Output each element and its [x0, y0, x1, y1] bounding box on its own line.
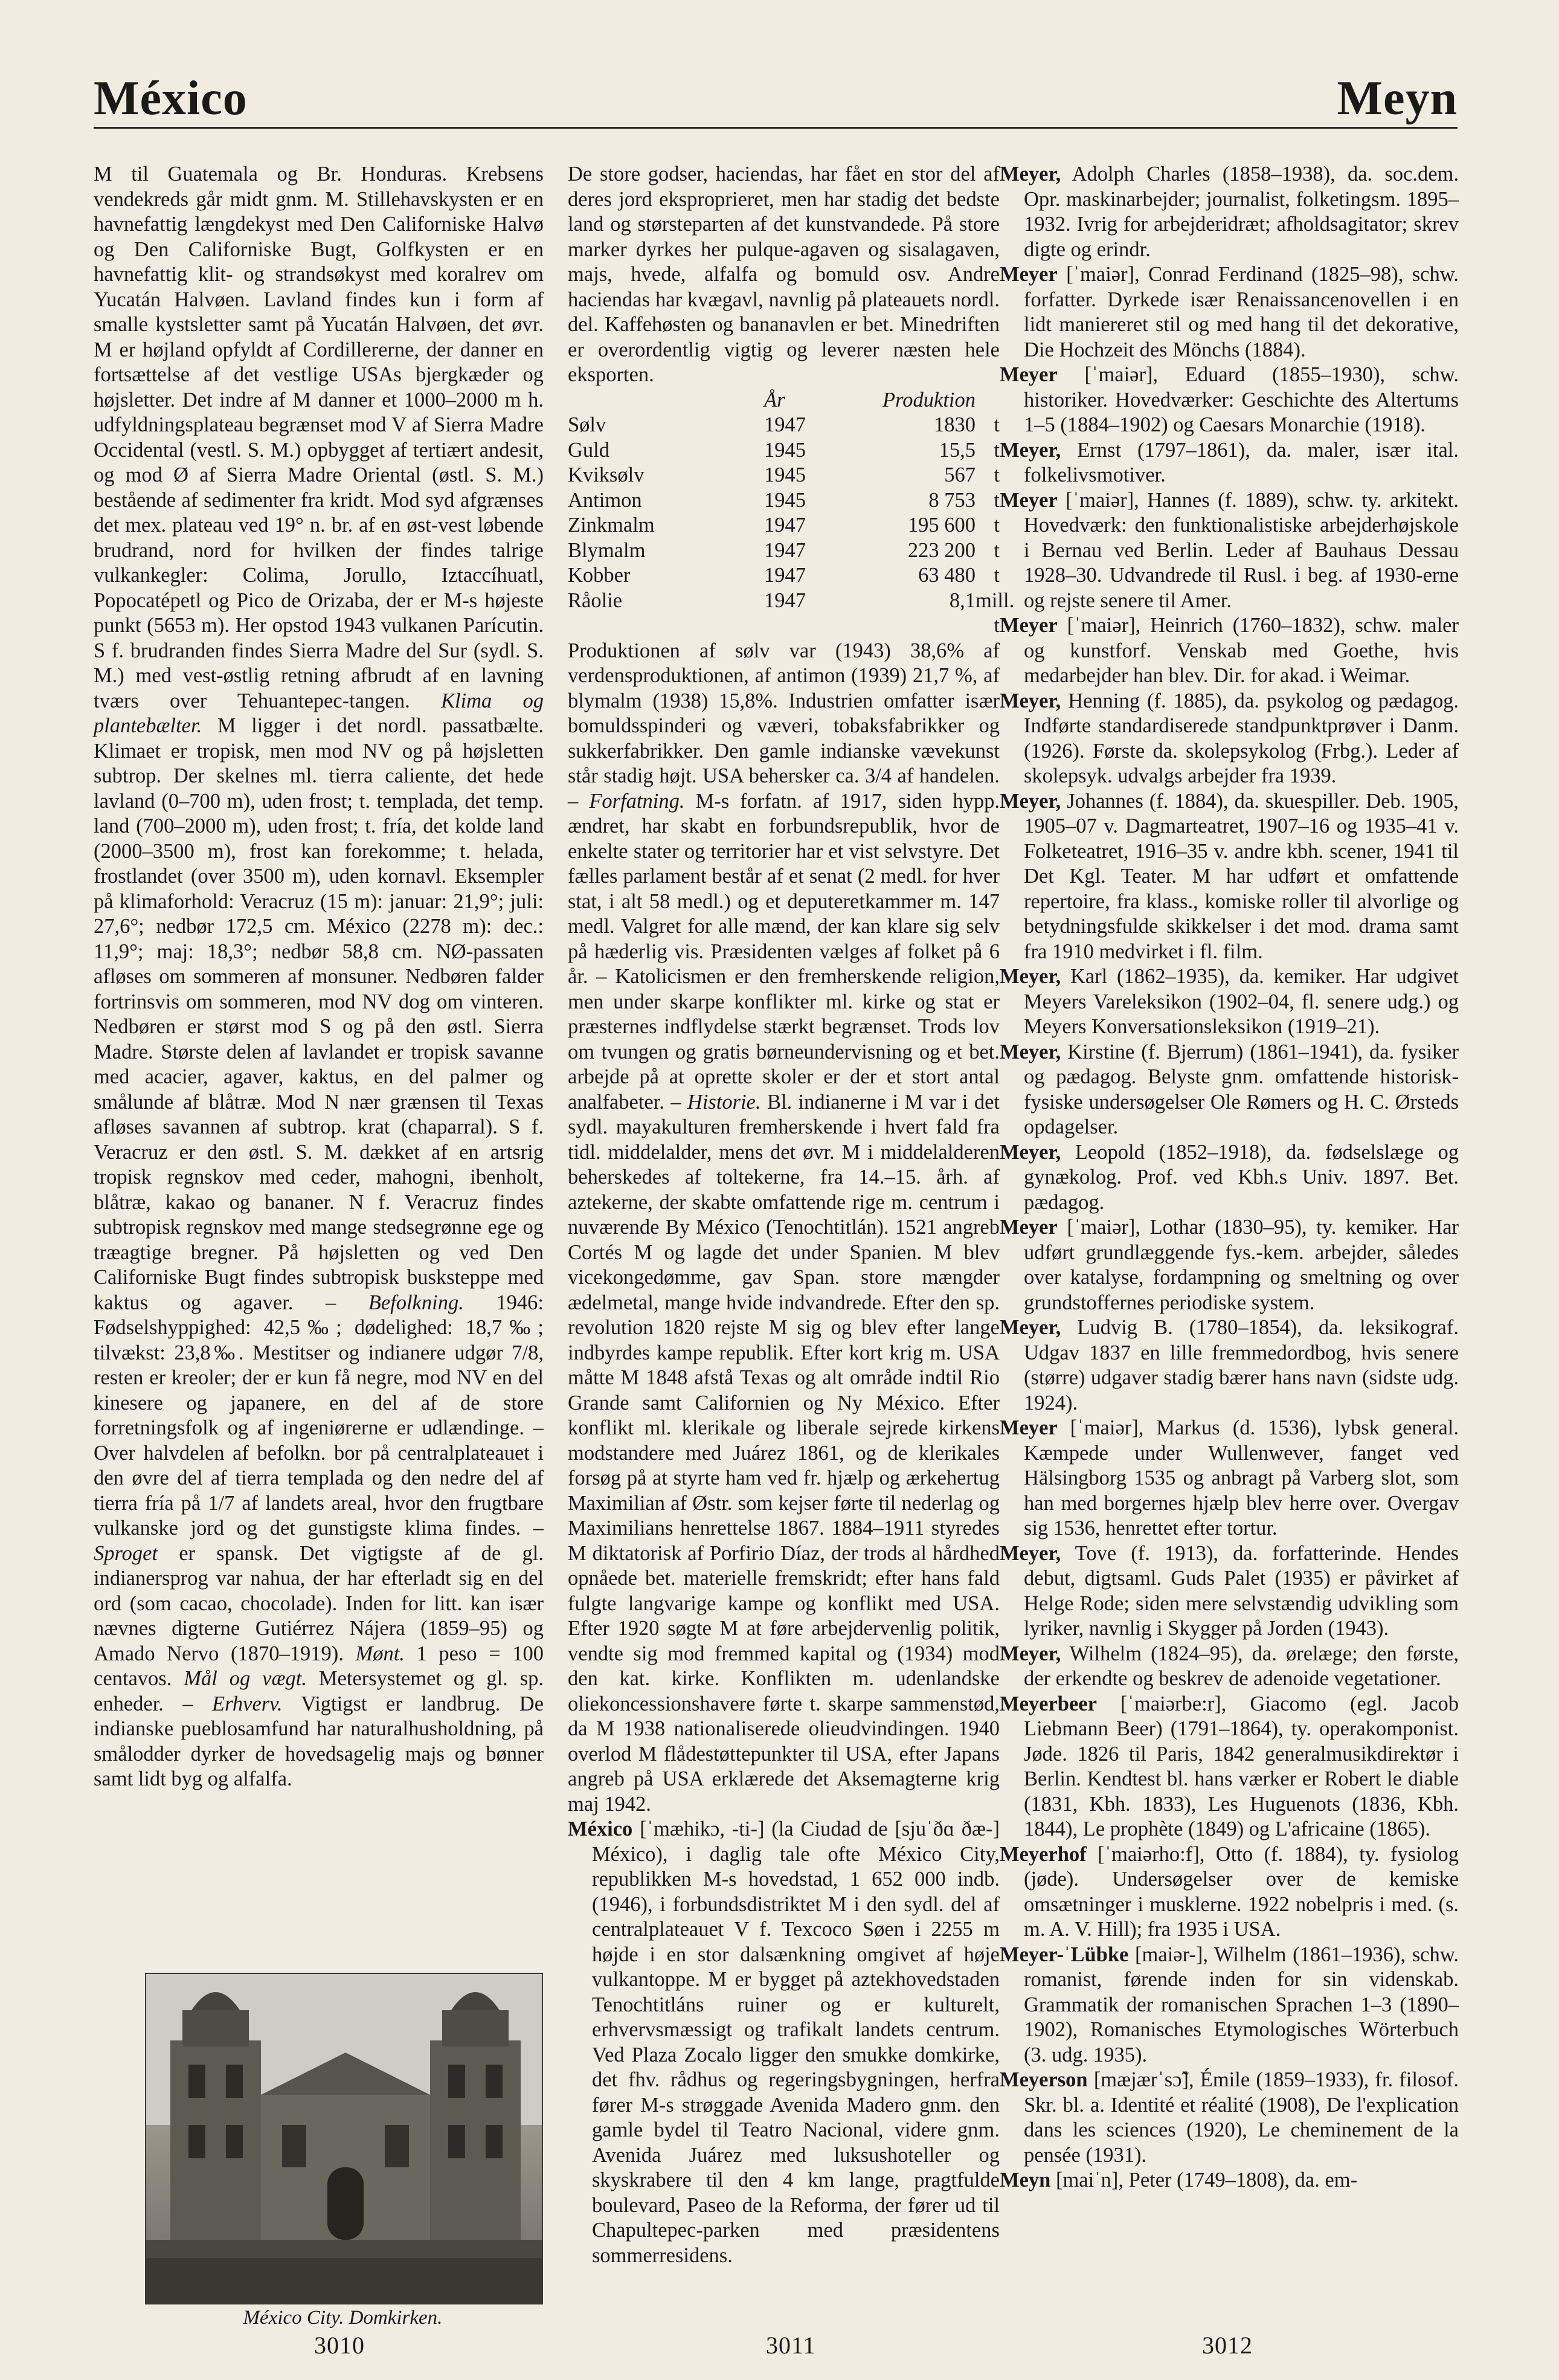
section-label-population: Befolkning.	[368, 1291, 464, 1314]
entry-body: Johannes (f. 1884), da. skuespiller. Deb. 1905, 1905–07 v. Dagmarteatret, 1907–16 og 1935–41 v. Folketeatret, 1916–35 v. andre kbh. scener, 1941 til Det Kgl. Teater. M har udført et omfattende repertoire, fra klass., komiske roller til alvorlige og betydningsfulde skikkelser i det mod. drama samt fra 1910 medvirket i fl. film.	[1024, 789, 1459, 963]
entry-headword: Meyer	[1000, 363, 1058, 386]
photo-caption: México City. Domkirken.	[243, 2307, 443, 2329]
entry-headword: Meyer,	[1000, 438, 1061, 462]
production-unit: t	[994, 514, 1000, 537]
production-row	[568, 589, 1015, 639]
entry	[1000, 789, 1459, 965]
entry-body: [ˈmaiər], Hannes (f. 1889), schw. ty. arkitekt. Hovedværk: den funktionalistiske arbejderhøjskole i Bernau ved Berlin. Leder af Bauhaus Dessau 1928–30. Udvandrede til Rusl. i beg. af 1930-erne og rejste senere til Amer.	[1024, 488, 1459, 612]
entry	[1000, 1943, 1459, 2068]
column-2-text	[568, 639, 1000, 1817]
production-unit: t	[994, 564, 1000, 587]
cathedral-photo	[145, 1973, 543, 2304]
header-left-word: México	[94, 72, 248, 125]
column-1-text	[94, 162, 544, 1792]
entry-headword: Meyer	[1000, 488, 1058, 512]
section-label-measures: Mål og vægt.	[184, 1667, 307, 1690]
entry-headword: Meyer,	[1000, 1541, 1061, 1565]
production-unit: t	[994, 538, 1000, 562]
column-2	[568, 162, 1015, 2331]
paragraph-industry: Vigtigst er landbrug. De indianske pueblosamfund har naturalhusholdning, på smålodder dyrker de hovedsagelig majs og bønner samt lidt byg og alfalfa.	[94, 1692, 544, 1790]
paragraph-population: 1946: Fødselshyppighed: 42,5‰; dødelighed: 18,7‰; tilvækst: 23,8‰. Mestitser og indianere udgør 7/8, resten er kreoler; der er kun få negre, mod NV en del kinesere og japanere, en del af de store forretningsfolk og af ingeniørerne er udlændinge. – Over halvdelen af befolkn. bor på centralplateauet i den øvre del af tierra templada og den nedre del af tierra fría på 1/7 af landets areal, hvor den frugtbare vulkanske jord og det gunstigste klima findes. –	[94, 1291, 544, 1540]
section-label-currency: Mønt.	[355, 1642, 405, 1665]
entry-body: Kirstine (f. Bjerrum) (1861–1941), da. fysiker og pædagog. Belyste gnm. omfattende historisk-fysiske undersøgelser Ole Rømers og H. C. Ørsteds opdagelser.	[1024, 1040, 1459, 1138]
entry-headword: Meyer,	[1000, 1140, 1061, 1164]
entry	[1000, 162, 1459, 262]
production-table	[568, 413, 1015, 639]
entry-mexico-city	[568, 1817, 1000, 2268]
entry	[1000, 964, 1459, 1040]
section-label-industry: Erhverv.	[212, 1692, 283, 1715]
entry	[1000, 689, 1459, 789]
production-unit: t	[994, 413, 1000, 436]
production-row	[568, 538, 1000, 564]
production-name: Guld	[568, 438, 609, 462]
entry	[1000, 2068, 1459, 2168]
entry	[1000, 1642, 1459, 1692]
entry	[1000, 262, 1459, 363]
production-year: 1945	[764, 488, 806, 512]
production-name: Kobber	[568, 564, 631, 587]
entry-headword: México	[568, 1817, 633, 1840]
production-unit: t	[994, 488, 1000, 512]
entry-headword: Meyer,	[1000, 689, 1061, 712]
entry-headword: Meyer	[1000, 1216, 1058, 1239]
production-year: 1945	[764, 463, 806, 486]
production-name: Blymalm	[568, 538, 646, 562]
entry	[1000, 1040, 1459, 1140]
entry-body: Ludvig B. (1780–1854), da. leksikograf. Udgav 1837 en lille fremmedordbog, hvis senere (større) udgaver stadig bærer hans navn (sidste udg. 1924).	[1024, 1316, 1459, 1414]
production-name: Antimon	[568, 488, 642, 512]
entry-headword: Meyer	[1000, 263, 1058, 286]
production-year: 1947	[764, 514, 806, 537]
entry-headword: Meyer,	[1000, 1642, 1061, 1665]
paragraph-landholding: De store godser, haciendas, har fået en stor del af deres jord eksproprieret, men har stadig det bedste land og størsteparten af det kunstvandede. På store marker dyrkes her pulque-agaven og sisalagaven, majs, hvede, alfalfa og bomuld osv. Andre haciendas har kvægavl, navnlig på plateauets nordl. del. Kaffehøsten og bananavlen er bet. Minedriften er overordentlig vigtig og leverer næsten hele eksporten.	[568, 163, 1000, 386]
entry-body: Ernst (1797–1861), da. maler, især ital. folkelivsmotiver.	[1024, 438, 1459, 486]
production-value: 8,1	[949, 589, 976, 612]
entry-body: [ˈmaiərbe:r], Giacomo (egl. Jacob Liebmann Beer) (1791–1864), ty. operakomponist. Jøde. 1826 til Paris, 1842 generalmusikdirektør i Berlin. Kendtest bl. hans værker er Robert le diable (1831, Kbh. 1833), Les Huguenots (1836, Kbh. 1844), Le prophète (1849) og L'africaine (1865).	[1024, 1692, 1459, 1840]
entry-body: Wilhelm (1824–95), da. ørelæge; den første, der erkendte og beskrev de adenoide vegetationer.	[1024, 1642, 1459, 1690]
production-value: 223 200	[907, 538, 976, 562]
section-label-climate: Klima og plantebælter.	[94, 689, 544, 737]
paragraph-constitution: M-s forfatn. af 1917, siden hypp. ændret, har skabt en forbundsrepublik, hvor de enkelte stater og territorier har et vist selvstyre. Det fælles parlament består af et senat (2 medl. for hver stat, i alt 58 medl.) og et deputeretkammer m. 147 medl. Valgret for alle mænd, der kan klare sig selv på hæderlig vis. Præsidenten vælges af folket på 6 år. – Katolicismen er den fremherskende religion, men under skarpe konflikter ml. kirke og stat er præsternes indflydelse stærkt begrænset. Trods lov om tvungen og gratis børneundervisning og et bet. arbejde på at oprette skoler er der et stort antal analfabeter. –	[568, 789, 1000, 1114]
entry	[1000, 1315, 1459, 1416]
paragraph-measures: Metersystemet og gl. sp. enheder. –	[94, 1667, 544, 1715]
entry	[1000, 2168, 1459, 2193]
production-name: Zinkmalm	[568, 514, 655, 537]
entry-body: Karl (1862–1935), da. kemiker. Har udgivet Meyers Vareleksikon (1902–04, fl. senere udg.) og Meyers Konversationsleksikon (1919–21).	[1024, 965, 1459, 1038]
entry-headword: Meyer,	[1000, 1316, 1061, 1339]
entry-body: [ˈmaiər], Heinrich (1760–1832), schw. maler og kunstforf. Venskab med Goethe, hvis medarbejder han blev. Dir. for akad. i Weimar.	[1024, 614, 1459, 687]
cathedral-illustration	[146, 1974, 542, 2303]
production-year: 1945	[764, 438, 806, 462]
section-label-constitution: Forfatning.	[589, 789, 685, 813]
entry-headword: Meyer	[1000, 1416, 1058, 1439]
entry-headword: Meyer	[1000, 614, 1058, 637]
production-value: 1830	[934, 413, 976, 436]
paragraph-currency: 1 peso = 100 centavos.	[94, 1642, 544, 1690]
entry	[1000, 1140, 1459, 1216]
production-unit: t	[994, 438, 1000, 462]
paragraph-language: er spansk. Det vigtigste af de gl. indianersprog var nahua, der har efterladt sig en del ord (som cacao, chocolade). Inden for litt. kan især nævnes digterne Gutiérrez Nájera (1859–95) og Amado Nervo (1870–1919).	[94, 1541, 544, 1665]
entry	[1000, 1692, 1459, 1842]
production-value: 8 753	[928, 488, 976, 512]
production-year: 1947	[764, 538, 806, 562]
entry-headword: Meyerbeer	[1000, 1692, 1097, 1715]
production-value: 63 480	[918, 564, 976, 587]
production-row	[568, 438, 1000, 463]
production-name: Kviksølv	[568, 463, 644, 486]
entry-body: Henning (f. 1885), da. psykolog og pædagog. Indførte standardiserede standpunktprøver i Danm. (1926). Første da. skolepsykolog (Frbg.). Leder af skolepsyk. udvalgs arbejder fra 1939.	[1024, 689, 1459, 787]
page-number-left: 3010	[314, 2332, 365, 2359]
paragraph-climate: M ligger i det nordl. passatbælte. Klimaet er tropisk, men mod NV og på højsletten subtrop. Der skelnes ml. tierra caliente, det hede lavland (0–700 m), uden frost; t. templada, det temp. land (700–2000 m), uden frost; t. fría, det kolde land (2000–3500 m), frost kan forekomme; t. helada, frostlandet (over 3500 m), uden kornavl. Eksempler på klimaforhold: Veracruz (15 m): januar: 21,9°; juli: 27,6°; nedbør 172,5 cm. México (2278 m): dec.: 11,9°; maj: 18,3°; nedbør 58,8 cm. NØ-passaten afløses om sommeren af monsuner. Nedbøren falder fortrinsvis om sommeren, mod NV dog om vinteren. Nedbøren er størst mod S og på den østl. Sierra Madre. Største delen af lavlandet er tropisk savanne med acacier, agaver, kaktus, en del palmer og smålunde af blåtræ. Mod N nær grænsen til Texas afløses savannen af subtrop. krat (chaparral). S f. Veracruz er den østl. S. M. dækket af en artsrig tropisk regnskov med ceder, mahogni, ibenholt, blåtræ, kakao og bananer. N f. Veracruz findes subtropisk regnskov med mange stedsegrønne ege og træagtige bregner. På højsletten og ved Den Californiske Bugt findes subtropisk busksteppe med kaktus og agaver. –	[94, 714, 544, 1314]
entry-body: [maiˈn], Peter (1749–1808), da. em-	[1050, 2169, 1358, 2191]
entry	[1000, 613, 1459, 689]
production-row	[568, 513, 1000, 538]
production-year: 1947	[764, 564, 806, 587]
production-row	[568, 488, 1000, 514]
entry	[1000, 488, 1459, 614]
section-label-language: Sproget	[94, 1541, 158, 1565]
production-name: Råolie	[568, 589, 623, 612]
entry	[1000, 1842, 1459, 1943]
entry	[1000, 1541, 1459, 1642]
production-year: 1947	[764, 589, 806, 612]
production-header-production: Produktion	[882, 388, 976, 411]
production-unit: mill. t	[976, 589, 1015, 637]
production-year: 1947	[764, 413, 806, 436]
entry-headword: Meyerson	[1000, 2068, 1088, 2091]
entry-body: [maiər-], Wilhelm (1861–1936), schw. romanist, førende inden for sin videnskab. Grammatik der romanischen Sprachen 1–3 (1890–1902), Romanisches Etymologisches Wörterbuch (3. udg. 1935).	[1024, 1943, 1459, 2066]
entry-headword: Meyer,	[1000, 1040, 1061, 1063]
entry	[1000, 1416, 1459, 1541]
production-value: 567	[944, 463, 976, 486]
paragraph-production: Produktionen af sølv var (1943) 38,6% af verdensproduktionen, af antimon (1939) 21,7 %, af blymalm (1938) 15,8%. Industrien omfatter især bomuldsspinderi og væveri, tobaksfabrikker og sukkerfabrikker. Den gamle indianske vævekunst står stadig højt. USA behersker ca. 3/4 af handelen. –	[568, 639, 1000, 813]
section-label-history: Historie.	[687, 1090, 761, 1114]
production-row	[568, 563, 1000, 589]
page-number-middle: 3011	[766, 2332, 816, 2359]
production-unit: t	[994, 463, 1000, 486]
entry-body: [ˈmaiər], Markus (d. 1536), lybsk general. Kæmpede under Wullenwever, fanget ved Hälsingborg 1535 og anbragt på Varberg slot, som han med borgernes hjælp blev herre over. Overgav sig 1536, henrettet efter tortur.	[1024, 1416, 1459, 1540]
entry-body: Tove (f. 1913), da. forfatterinde. Hendes debut, digtsaml. Guds Palet (1935) er påvirket af Helge Rode; siden mere selvstændig udvikling som lyriker, navnlig i Skygger på Jorden (1943).	[1024, 1541, 1459, 1640]
production-row	[568, 413, 1000, 438]
entry-headword: Meyn	[1000, 2169, 1051, 2191]
header-rule	[94, 127, 1458, 129]
production-value: 195 600	[907, 514, 976, 537]
entry-body: [ˈmaiərho:f], Otto (f. 1884), ty. fysiolog (jøde). Undersøgelser over de kemiske omsætninger i musklerne. 1922 nobelpris i med. (s. m. A. V. Hill); fra 1935 i USA.	[1024, 1842, 1459, 1941]
entry	[1000, 438, 1459, 488]
entry-body: Leopold (1852–1918), da. fødselslæge og gynækolog. Prof. ved Kbh.s Univ. 1897. Bet. pædagog.	[1024, 1140, 1459, 1214]
entry-headword: Meyer,	[1000, 965, 1061, 988]
entry-body: [ˈmaiər], Lothar (1830–95), ty. kemiker. Har udført grundlæggende fys.-kem. arbejder, således over katalyse, fordampning og smeltning og over grundstoffernes periodiske system.	[1024, 1216, 1459, 1314]
entry-body: [ˈmaiər], Conrad Ferdinand (1825–98), schw. forfatter. Dyrkede især Renaissancenovellen i en lidt maniereret stil og med hang til det dekorative, Die Hochzeit des Mönchs (1884).	[1024, 263, 1459, 361]
entry-headword: Meyer-ˈLübke	[1000, 1943, 1129, 1966]
entry-body: Adolph Charles (1858–1938), da. soc.dem. Opr. maskinarbejder; journalist, folketingsm. 1895–1932. Ivrig for arbejderidræt; afholdsagitator; skrev digte og erindr.	[1024, 163, 1459, 261]
entry-body: [ˈmaiər], Eduard (1855–1930), schw. historiker. Hovedværker: Geschichte des Altertums 1–5 (1884–1902) og Caesars Monarchie (1918).	[1024, 363, 1459, 436]
entry-headword: Meyerhof	[1000, 1842, 1087, 1866]
entry-body: [mæjærˈsɔ̃], Émile (1859–1933), fr. filosof. Skr. bl. a. Identité et réalité (1908), De l'explication dans les sciences (1920), Le cheminement de la pensée (1931).	[1024, 2068, 1459, 2167]
page-number-right: 3012	[1202, 2332, 1253, 2359]
production-name: Sølv	[568, 413, 606, 436]
header-right-word: Meyn	[1337, 72, 1458, 125]
paragraph-geography: M til Guatemala og Br. Honduras. Krebsens vendekreds går midt gnm. M. Stillehavskysten er en havnefattig længdekyst med Den Californiske Halvø og Den Californiske Bugt, Golfkysten er en havnefattig klit- og strandsøkyst med koralrev om Yucatán Halvøen. Lavland findes kun i form af smalle kystsletter samt på Yucatán Halvøen, det øvr. M er højland opfyldt af Cordillererne, der danner en fortsættelse af det vestlige USAs bjergkæder og højsletter. Det indre af M danner et 1000–2000 m h. udfyldningsplateau begrænset mod V af Sierra Madre Occidental (vestl. S. M.) opbygget af tertiært andesit, og mod Ø af Sierra Madre Oriental (østl. S. M.) bestående af sedimenter fra kridt. Mod syd afgrænses det mex. plateau ved 19° n. br. af en øst-vest løbende brudrand, nord for hvilken der findes talrige vulkankegler: Colima, Jorullo, Iztaccíhuatl, Popocatépetl og Pico de Orizaba, der er M-s højeste punkt (5653 m). Her opstod 1943 vulkanen Parícutin. S f. brudranden findes Sierra Madre del Sur (sydl. S. M.) med vest-østlig retning afbrudt af en lavning tværs over Tehuantepec-tangen.	[94, 163, 544, 712]
entry-headword: Meyer,	[1000, 163, 1061, 185]
column-3	[1000, 162, 1459, 2331]
production-header-year: År	[764, 388, 785, 411]
production-row	[568, 463, 1000, 488]
production-table-header	[568, 388, 1000, 413]
production-value: 15,5	[939, 438, 976, 462]
entry-headword: Meyer,	[1000, 789, 1061, 813]
paragraph-history: Bl. indianerne i M var i det sydl. mayakulturen fremherskende i hvert fald fra tidl. middelalder, mens det øvr. M i middelalderen beherskedes af toltekerne, fra 14.–15. årh. af aztekerne, der skabte omfattende rige m. centrum i nuværende By México (Tenochtitlán). 1521 angreb Cortés M og lagde det under Spanien. M blev vicekongedømme, gav Span. store mængder ædelmetal, mange hvide indvandrede. Efter den sp. revolution 1820 rejste M sig og blev efter lange indbyrdes kampe republik. Efter kort krig m. USA måtte M 1848 afstå Texas og alt område indtil Rio Grande samt Californien og Ny México. Efter konflikt ml. klerikale og liberale sejrede kirkens modstandere med Juárez 1861, og de klerikales forsøg på at styrte ham ved fr. hjælp og ærkehertug Maximilian af Østr. som kejser førte til nederlag og Maximilians henrettelse 1867. 1884–1911 styredes M diktatorisk af Porfirio Díaz, der trods al hårdhed opnåede bet. materielle fremskridt; efter hans fald fulgte langvarige kampe og konflikt med USA. Efter 1920 søgte M at føre arbejdervenlig politik, vendte sig mod fremmed kapital og (1934) mod den kat. kirke. Konflikten m. udenlandske oliekoncessionshavere førte t. skarpe sammenstød, da M 1938 nationaliserede olieudvindingen. 1940 overlod M flådestøttepunkter til USA, efter Japans angreb på USA erklærede det Aksemagterne krig maj 1942.	[568, 1090, 1000, 1816]
entry	[1000, 1215, 1459, 1315]
entry	[1000, 363, 1459, 438]
column-1	[94, 162, 544, 1975]
entry-body: [ˈmæhikɔ, -ti-] (la Ciudad de [sjuˈðɑ ðæ-] México), i daglig tale ofte México City, republikken M-s hovedstad, 1 652 000 indb. (1946), i forbundsdistriktet M i den sydl. del af centralplateauet V f. Texcoco Søen i 2255 m højde i en stor dalsænkning omgivet af høje vulkantoppe. M er bygget på aztekhovedstaden Tenochtitláns ruiner og er kulturelt, erhvervsmæssigt og trafikalt landets centrum. Ved Plaza Zocalo ligger den smukke domkirke, det fhv. rådhus og regeringsbygningen, herfra fører M-s strøggade Avenida Madero gnm. den gamle bydel til Teatro Nacional, videre gnm. Avenida Juárez med luksushoteller og skyskrabere til den 4 km lange, pragtfulde boulevard, Paseo de la Reforma, der fører ud til Chapultepec-parken med præsidentens sommerresidens.	[592, 1817, 1000, 2267]
